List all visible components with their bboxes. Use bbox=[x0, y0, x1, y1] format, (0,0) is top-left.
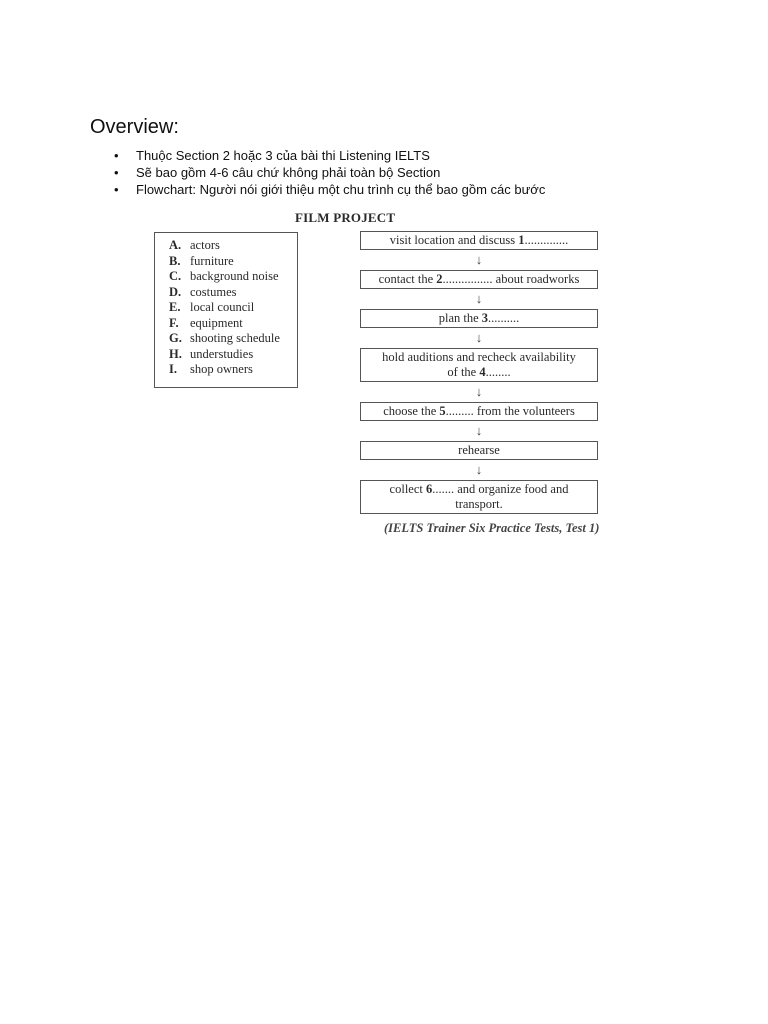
down-arrow-icon: ↓ bbox=[475, 291, 483, 306]
option-text: actors bbox=[190, 238, 220, 252]
flow-step-2 bbox=[360, 270, 598, 289]
option-text: local council bbox=[190, 300, 255, 314]
option-text: shooting schedule bbox=[190, 331, 280, 345]
option-text: costumes bbox=[190, 284, 237, 299]
option-letter: G. bbox=[169, 331, 182, 345]
step-text: visit location and discuss bbox=[389, 233, 519, 247]
step-text: choose the bbox=[383, 404, 440, 418]
figure-title: FILM PROJECT bbox=[295, 210, 396, 225]
option-letter: C. bbox=[169, 269, 182, 283]
step-text: .............. bbox=[524, 233, 569, 247]
step-text: ....... and organize food and bbox=[432, 482, 569, 496]
bullet-text: Flowchart: Người nói giới thiệu một chu trình cụ thể bao gồm các bước bbox=[136, 182, 546, 197]
flow-step-7 bbox=[360, 480, 598, 514]
film-project-figure bbox=[150, 205, 610, 545]
flow-step-4 bbox=[360, 348, 598, 382]
step-text: hold auditions and recheck availability bbox=[382, 350, 576, 364]
source-citation: (IELTS Trainer Six Practice Tests, Test 1) bbox=[384, 521, 600, 535]
option-text: equipment bbox=[190, 315, 243, 330]
option-item bbox=[169, 300, 297, 316]
flow-step-5 bbox=[360, 402, 598, 421]
option-item bbox=[169, 269, 297, 285]
bullet-icon: • bbox=[114, 182, 119, 197]
option-text: shop owners bbox=[190, 362, 253, 376]
bullet-icon: • bbox=[114, 148, 119, 163]
option-item bbox=[169, 238, 297, 254]
options-box bbox=[154, 232, 298, 388]
option-item bbox=[169, 347, 297, 363]
option-item bbox=[169, 254, 297, 270]
bullet-text: Sẽ bao gồm 4-6 câu chứ không phải toàn bộ Section bbox=[136, 165, 441, 180]
option-text: understudies bbox=[190, 346, 254, 361]
option-item bbox=[169, 316, 297, 332]
gap-number: 4 bbox=[479, 365, 486, 379]
option-letter: F. bbox=[169, 315, 179, 330]
down-arrow-icon: ↓ bbox=[475, 330, 483, 345]
option-item bbox=[169, 285, 297, 301]
down-arrow-icon: ↓ bbox=[475, 423, 483, 438]
option-item bbox=[169, 331, 297, 347]
bullet-icon: • bbox=[114, 165, 119, 180]
gap-number: 1 bbox=[518, 233, 525, 247]
step-text: ................ about roadworks bbox=[442, 272, 580, 286]
list-item bbox=[112, 181, 545, 198]
flowchart bbox=[360, 231, 598, 514]
option-item bbox=[169, 362, 297, 378]
option-text: furniture bbox=[190, 253, 234, 268]
step-text: .......... bbox=[488, 311, 520, 325]
down-arrow-icon: ↓ bbox=[475, 462, 483, 477]
flow-step-3 bbox=[360, 309, 598, 328]
bullet-list bbox=[112, 147, 545, 198]
option-letter: A. bbox=[169, 238, 182, 252]
list-item bbox=[112, 164, 545, 181]
step-text: collect bbox=[389, 482, 426, 496]
option-letter: D. bbox=[169, 284, 182, 299]
gap-number: 5 bbox=[439, 404, 446, 418]
flow-step-6 bbox=[360, 441, 598, 460]
flow-step-1 bbox=[360, 231, 598, 250]
option-letter: H. bbox=[169, 346, 182, 361]
list-item bbox=[112, 147, 545, 164]
option-letter: I. bbox=[169, 362, 177, 376]
gap-number: 2 bbox=[436, 272, 443, 286]
option-text: background noise bbox=[190, 269, 279, 283]
down-arrow-icon: ↓ bbox=[475, 252, 483, 267]
gap-number: 3 bbox=[481, 311, 489, 325]
step-text: of the bbox=[447, 365, 480, 379]
overview-heading: Overview: bbox=[90, 116, 179, 138]
step-text: rehearse bbox=[458, 443, 500, 457]
gap-number: 6 bbox=[426, 482, 433, 496]
step-text: ........ bbox=[485, 365, 511, 379]
down-arrow-icon: ↓ bbox=[475, 384, 483, 399]
step-text: transport. bbox=[455, 497, 503, 511]
step-text: contact the bbox=[378, 272, 437, 286]
option-letter: B. bbox=[169, 253, 181, 268]
option-letter: E. bbox=[169, 300, 181, 314]
step-text: plan the bbox=[438, 311, 482, 325]
bullet-text: Thuộc Section 2 hoặc 3 của bài thi Listening IELTS bbox=[136, 148, 430, 163]
step-text: ......... from the volunteers bbox=[445, 404, 575, 418]
